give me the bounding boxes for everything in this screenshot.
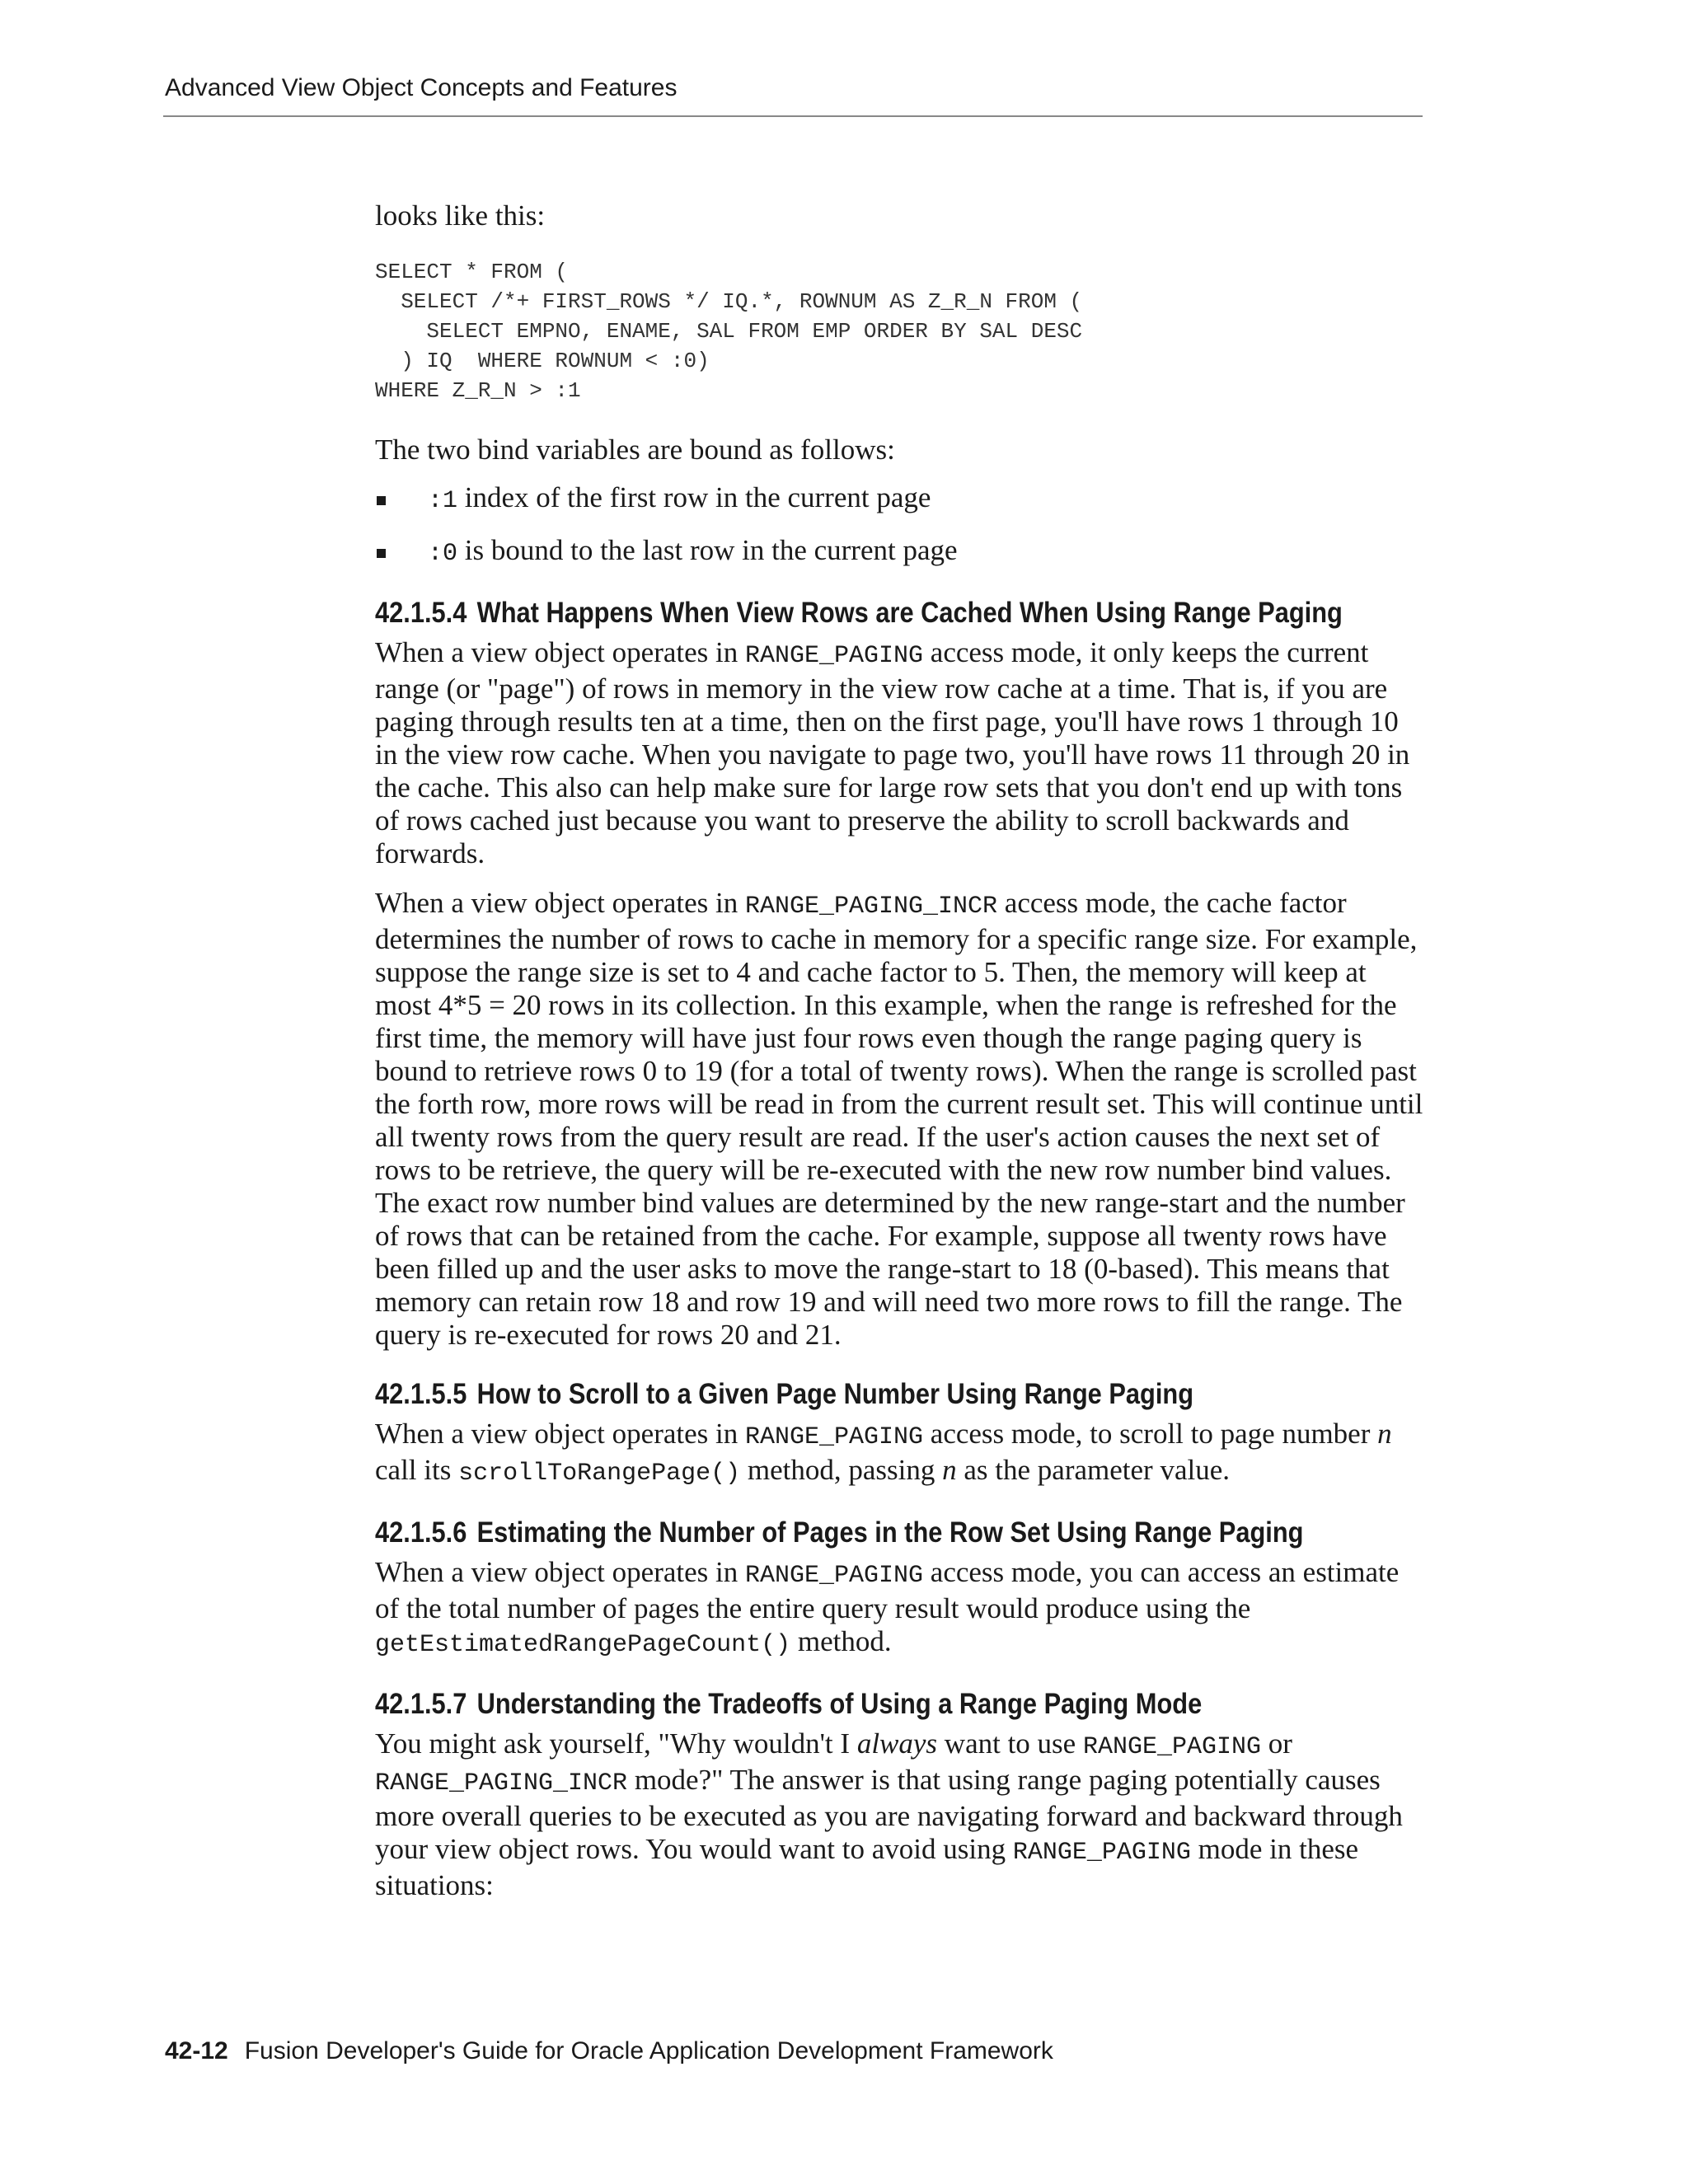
inline-code: scrollToRangePage() [458,1460,741,1488]
inline-code: RANGE_PAGING [744,1423,924,1451]
text-run: access mode, to scroll to page number [923,1418,1378,1450]
inline-code: RANGE_PAGING [744,1562,924,1590]
section-title: Understanding the Tradeoffs of Using a Range Paging Mode [476,1688,1203,1720]
italic-variable: n [942,1454,957,1486]
running-header: Advanced View Object Concepts and Features [165,74,678,101]
list-item [375,481,1423,518]
page-body [375,199,1423,1902]
text-run: method. [790,1625,892,1657]
text-run: You might ask yourself, "Why wouldn't I [375,1727,857,1760]
text-run: access mode, it only keeps the current range (or "page") of rows in memory in the view row cache at a time. That is, if you are paging through results ten at a time, then on the first page, you'll have rows 1 through 10 in the view row cache. When you navigate to page two, you'll have rows 11 through 20 in the cache. This also can help make sure for large row sets that you don't end up with tons of rows cached just because you want to preserve the ability to scroll backwards and forwards. [375,636,1410,869]
section-6-paragraph [375,1556,1423,1661]
bind-variable-list [375,481,1423,570]
text-run: call its [375,1454,459,1486]
section-title: Estimating the Number of Pages in the Row Set Using Range Paging [476,1516,1304,1549]
text-run: method, passing [740,1454,943,1486]
text-run: want to use [937,1727,1083,1760]
text-run: When a view object operates in [375,636,745,668]
text-run: as the parameter value. [956,1454,1230,1486]
text-run: When a view object operates in [375,1418,745,1450]
section-title: What Happens When View Rows are Cached When Using Range Paging [476,597,1343,629]
inline-code: RANGE_PAGING [744,642,924,670]
bullet-square-icon [377,496,386,505]
header-divider [163,115,1423,117]
inline-code: RANGE_PAGING [1012,1839,1191,1867]
text-run: access mode, you can access an estimate of the total number of pages the entire query result would produce using the [375,1556,1400,1624]
bullet-text: index of the first row in the current page [457,481,931,513]
section-heading-42-1-5-7 [375,1688,1297,1721]
bind-variable-code: :1 [428,487,458,515]
page-number: 42-12 [165,2037,228,2064]
text-run: access mode, the cache factor determines the number of rows to cache in memory for a specific range size. For example, suppose the range size is set to 4 and cache factor to 5. Then, the memory will keep at most 4*5 = 20 rows in its collection. In this example, when the range is refreshed for the first time, the memory will have just four rows even though the range paging query is bound to retrieve rows 0 to 19 (for a total of twenty rows). When the range is scrolled past the forth row, more rows will be read in from the current result set. This will continue until all twenty rows from the query result are read. If the user's action causes the next set of rows to be retrieve, the query will be re-executed with the new row number bind values. The exact row number bind values are determined by the new range-start and the number of rows that can be retained from the cache. For example, suppose all twenty rows have been filled up and the user asks to move the range-start to 18 (0-based). This means that memory can retain row 18 and row 19 and will need two more rows to fill the range. The query is re-executed for rows 20 and 21. [375,887,1423,1351]
section-4-paragraph-1 [375,636,1423,870]
inline-code: RANGE_PAGING [1082,1733,1262,1761]
section-heading-42-1-5-4 [375,597,1343,630]
text-run: When a view object operates in [375,1556,745,1588]
bullet-square-icon [377,549,386,558]
bind-intro: The two bind variables are bound as follows: [375,434,895,466]
italic-emphasis: always [856,1727,938,1760]
sql-code-block: SELECT * FROM ( SELECT /*+ FIRST_ROWS */ IQ.*, ROWNUM AS Z_R_N FROM ( SELECT EMPNO, ENAME, SAL FROM EMP ORDER BY SAL DESC ) IQ WHERE ROWNUM < :0) WHERE Z_R_N > :1 [375,260,1083,403]
bullet-text: is bound to the last row in the current page [457,534,958,566]
section-4-paragraph-2 [375,887,1423,1352]
section-number: 42.1.5.7 [375,1688,467,1720]
text-run: or [1261,1727,1292,1760]
section-number: 42.1.5.5 [375,1378,467,1410]
text-run: mode in these situations: [375,1833,1359,1901]
inline-code: getEstimatedRangePageCount() [375,1631,791,1659]
text-run: When a view object operates in [375,887,745,919]
inline-code: RANGE_PAGING_INCR [744,893,998,921]
section-heading-42-1-5-6 [375,1516,1304,1549]
section-number: 42.1.5.4 [375,597,467,629]
inline-code: RANGE_PAGING_INCR [375,1769,628,1797]
italic-variable: n [1377,1418,1392,1450]
list-item [375,534,1423,570]
section-heading-42-1-5-5 [375,1378,1297,1411]
page-footer [165,2037,1053,2065]
book-title: Fusion Developer's Guide for Oracle Application Development Framework [244,2037,1053,2064]
section-title: How to Scroll to a Given Page Number Using Range Paging [476,1378,1194,1410]
intro-lead: looks like this: [375,199,546,232]
text-run: mode?" The answer is that using range paging potentially causes more overall queries to be executed as you are navigating forward and backward through your view object rows. You would want to avoid using [375,1764,1403,1865]
section-number: 42.1.5.6 [375,1516,467,1549]
section-5-paragraph [375,1418,1423,1490]
bind-variable-code: :0 [428,540,458,568]
section-7-paragraph [375,1727,1423,1902]
